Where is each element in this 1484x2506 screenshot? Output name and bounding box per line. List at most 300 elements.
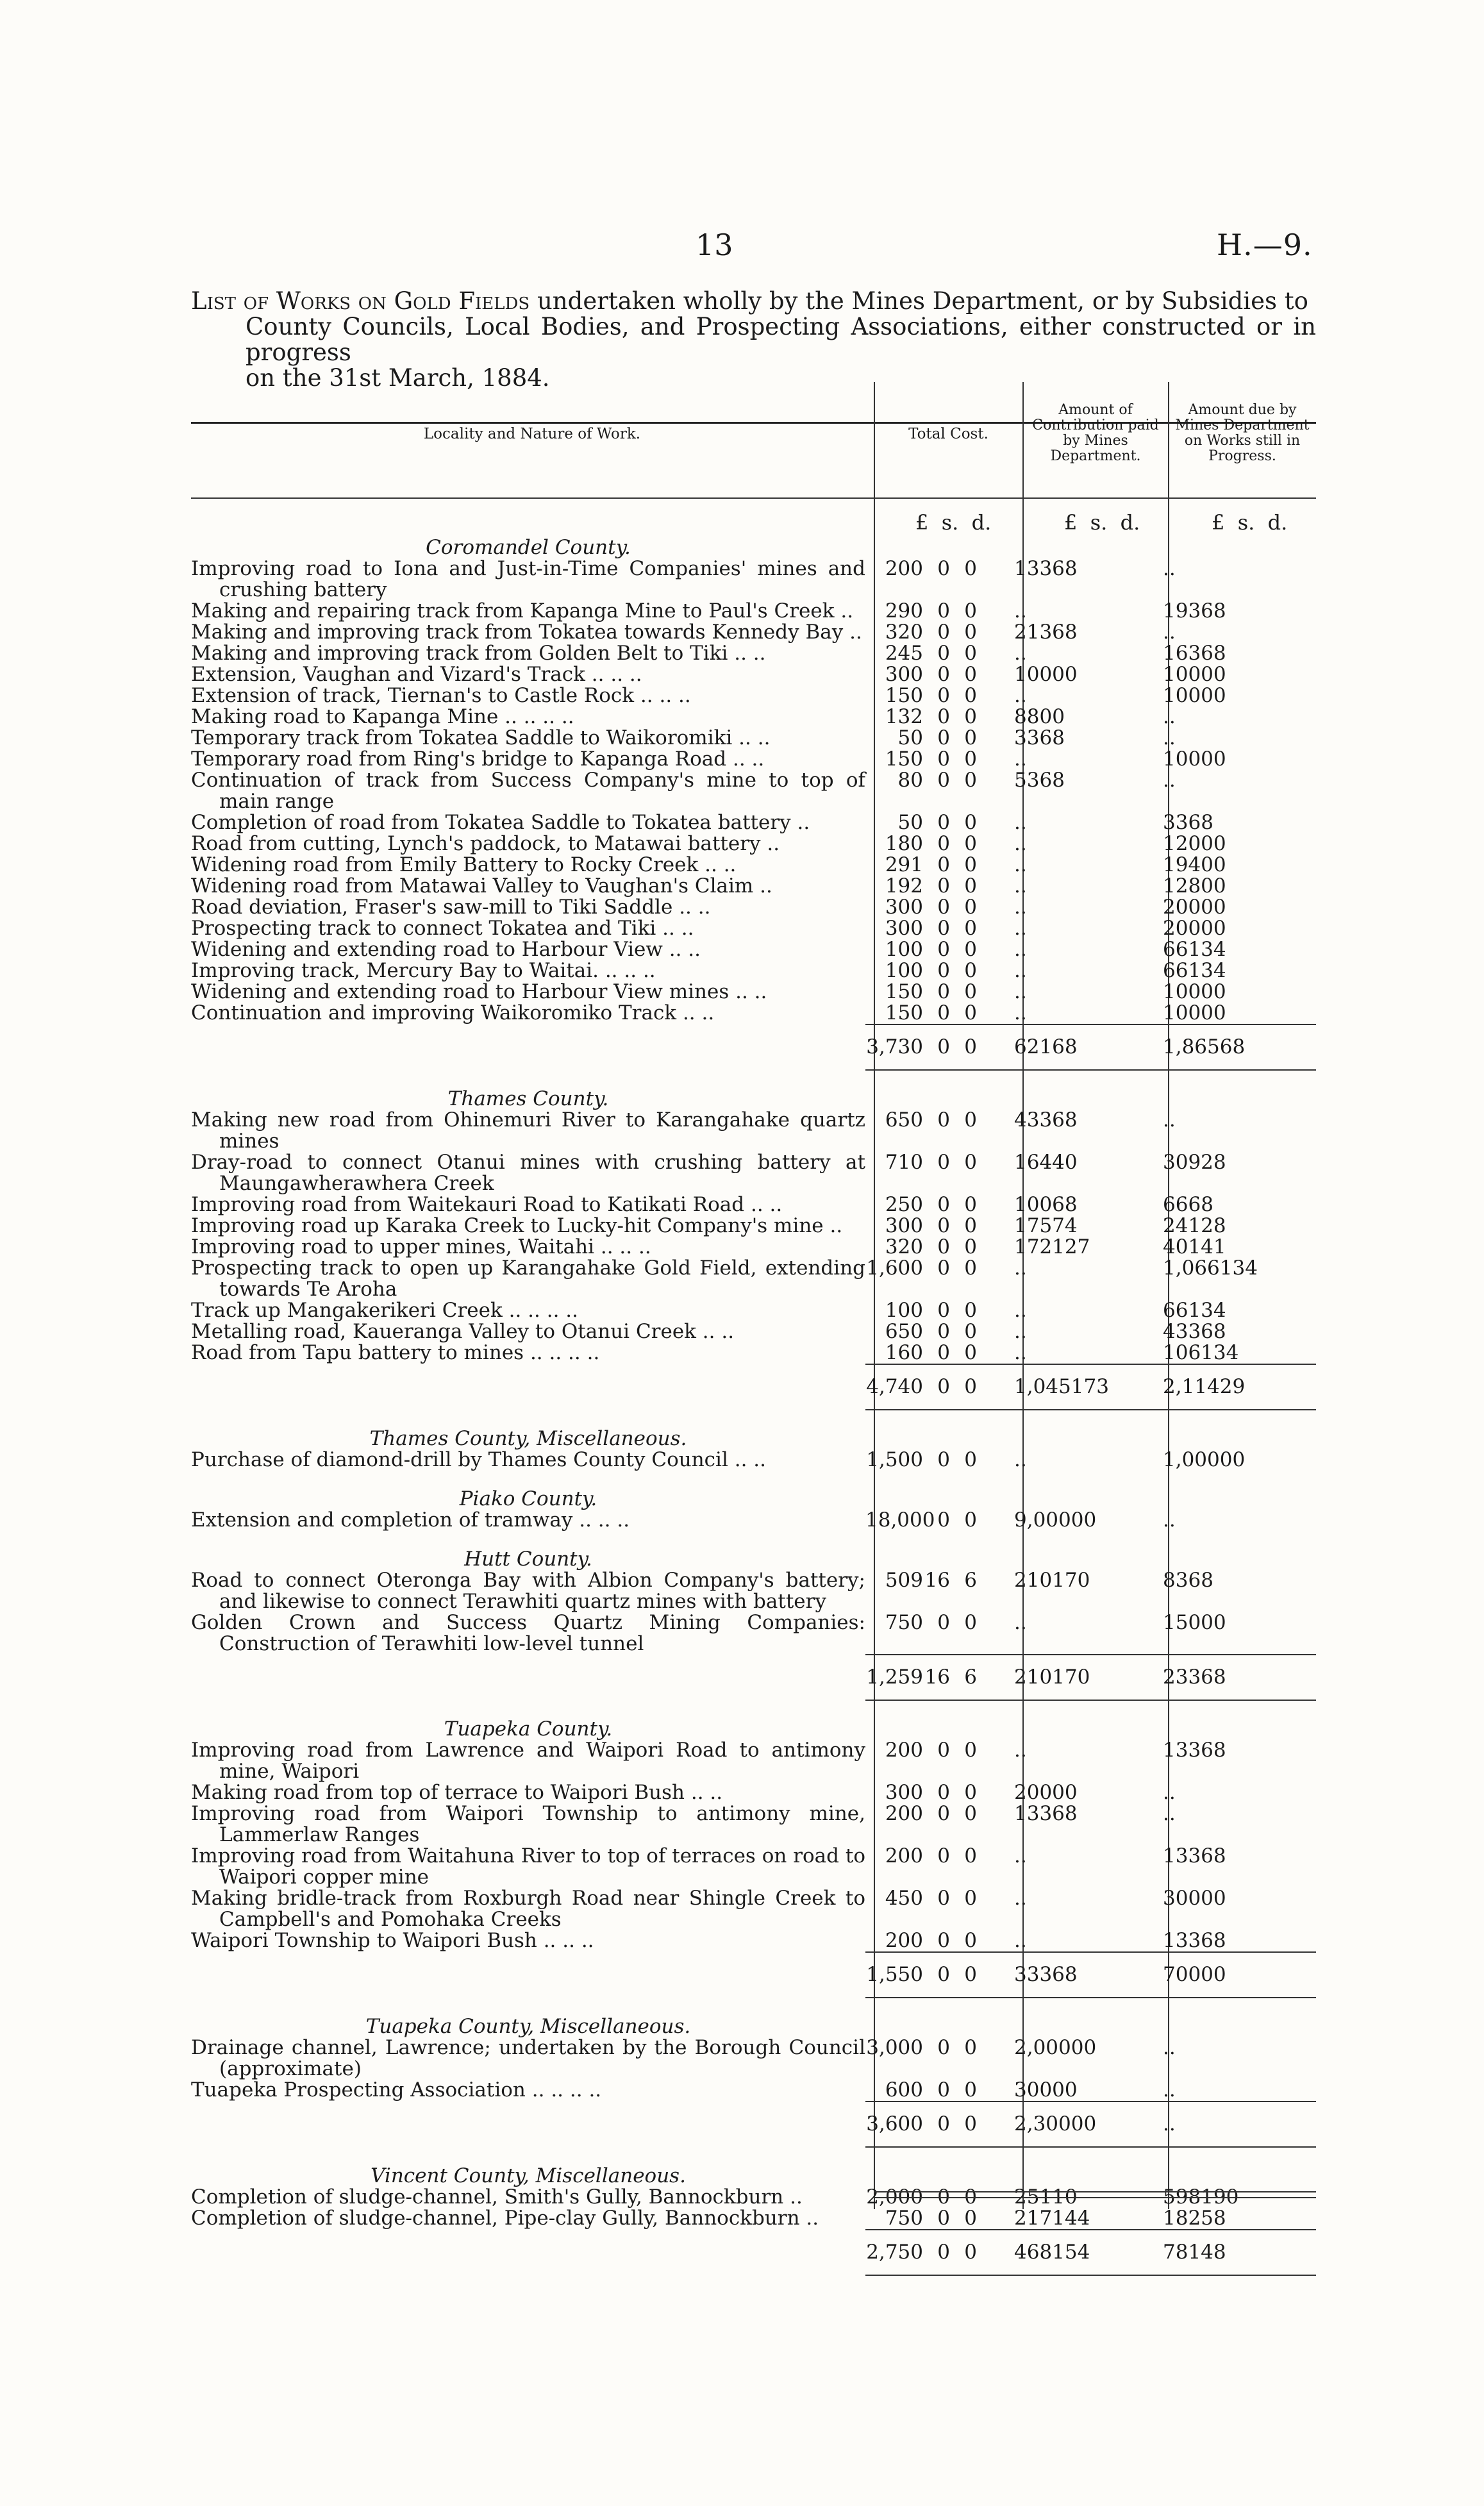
contribution-paid-lb: .. bbox=[1014, 1448, 1027, 1471]
total-cost bbox=[865, 1803, 1014, 1846]
contribution-paid-lb: 133 bbox=[1014, 1802, 1053, 1825]
work-description-text: Improving road to Iona and Just-in-Time Companies' mines and crushing battery bbox=[191, 557, 865, 601]
work-description-text: Purchase of diamond-drill by Thames County Council .. .. bbox=[191, 1448, 767, 1471]
total-cost bbox=[865, 939, 1014, 960]
work-description bbox=[191, 1321, 865, 1342]
contribution-paid-lb: 210 bbox=[1014, 1666, 1053, 1689]
total-cost-pe: 0 bbox=[964, 2112, 977, 2135]
total-cost-lb: 200 bbox=[885, 1929, 923, 1952]
total-cost-pe: 0 bbox=[964, 1035, 977, 1058]
total-cost-pe: 0 bbox=[964, 1611, 977, 1634]
spacer-row bbox=[191, 1410, 1316, 1427]
amount-due bbox=[1163, 1215, 1316, 1237]
total-cost-pe: 0 bbox=[964, 1375, 977, 1398]
total-cost bbox=[865, 876, 1014, 897]
amount-due-sh: 12 bbox=[1188, 1214, 1213, 1237]
work-description bbox=[191, 1782, 865, 1803]
work-row bbox=[191, 1612, 1316, 1655]
amount-due-lb: 24 bbox=[1163, 1214, 1188, 1237]
total-cost-pe: 0 bbox=[964, 1781, 977, 1804]
contribution-paid bbox=[1014, 1364, 1163, 1410]
work-row bbox=[191, 1321, 1316, 1342]
contribution-paid-sh: 0 bbox=[1071, 1508, 1084, 1532]
amount-due-pe: 8 bbox=[1213, 642, 1226, 665]
amount-due-pe: 0 bbox=[1213, 684, 1226, 707]
amount-due-lb: 133 bbox=[1163, 1929, 1201, 1952]
total-cost-sh: 0 bbox=[937, 1448, 950, 1471]
work-row bbox=[191, 1803, 1316, 1846]
work-row bbox=[191, 643, 1316, 664]
amount-due bbox=[1163, 1803, 1316, 1846]
total-cost-lb: 750 bbox=[885, 2207, 923, 2230]
total-cost-lb: 2,000 bbox=[866, 2185, 923, 2209]
contribution-paid-sh: 6 bbox=[1039, 769, 1053, 792]
county-name bbox=[191, 536, 865, 558]
total-cost-pe: 0 bbox=[964, 1257, 977, 1280]
contribution-paid-sh: 15 bbox=[1052, 2241, 1078, 2264]
amount-due-lb: 100 bbox=[1163, 684, 1201, 707]
contribution-paid bbox=[1014, 1930, 1163, 1952]
total-cost-pe: 0 bbox=[964, 959, 977, 982]
amount-due-lb: 66 bbox=[1163, 959, 1188, 982]
amount-due bbox=[1163, 833, 1316, 855]
total-cost bbox=[865, 812, 1014, 833]
amount-due-sh: 6 bbox=[1201, 1929, 1213, 1952]
county-heading-row bbox=[191, 1717, 1316, 1740]
contribution-paid-sh: 17 bbox=[1052, 1666, 1078, 1689]
amount-due bbox=[1163, 749, 1316, 770]
work-description bbox=[191, 770, 865, 812]
work-description-text: Extension and completion of tramway .. .. .. bbox=[191, 1508, 630, 1532]
contribution-paid-sh: 4 bbox=[1052, 1151, 1065, 1174]
total-cost-sh: 16 bbox=[924, 1666, 950, 1689]
amount-due bbox=[1163, 2208, 1316, 2230]
amount-due-sh: 0 bbox=[1201, 1611, 1213, 1634]
amount-due-sh: 13 bbox=[1201, 1341, 1226, 1364]
total-cost-lb: 192 bbox=[885, 874, 923, 898]
work-description bbox=[191, 685, 865, 706]
county-heading-row bbox=[191, 2015, 1316, 2037]
work-row bbox=[191, 1342, 1316, 1364]
contribution-paid-lb: .. bbox=[1014, 1887, 1027, 1910]
amount-due bbox=[1163, 1152, 1316, 1194]
work-description bbox=[191, 2230, 865, 2275]
contribution-paid-lb: .. bbox=[1014, 1844, 1027, 1867]
contribution-paid-lb: 217 bbox=[1014, 2207, 1053, 2230]
total-cost-pe: 0 bbox=[964, 917, 977, 940]
contribution-paid-sh: 6 bbox=[1052, 1035, 1065, 1058]
contribution-paid bbox=[1014, 643, 1163, 664]
work-row bbox=[191, 1152, 1316, 1194]
work-description bbox=[191, 2187, 865, 2208]
amount-due-pe: 8 bbox=[1213, 1929, 1226, 1952]
amount-due-lb: .. bbox=[1163, 2078, 1176, 2101]
contribution-paid bbox=[1014, 876, 1163, 897]
contribution-paid-sh: 6 bbox=[1052, 1802, 1065, 1825]
amount-due-pe: 0 bbox=[1213, 832, 1226, 855]
work-description-text: Completion of road from Tokatea Saddle to Tokatea battery .. bbox=[191, 811, 810, 834]
amount-due-lb: 194 bbox=[1163, 853, 1201, 876]
work-description bbox=[191, 833, 865, 855]
work-description-text: Extension of track, Tiernan's to Castle Rock .. .. .. bbox=[191, 684, 691, 707]
total-cost-pe: 0 bbox=[964, 1151, 977, 1174]
contribution-paid-pe: 0 bbox=[1052, 705, 1065, 728]
work-description bbox=[191, 1258, 865, 1300]
work-row bbox=[191, 2080, 1316, 2101]
contribution-paid-pe: 0 bbox=[1083, 1508, 1097, 1532]
contribution-paid-sh: 7 bbox=[1052, 1214, 1065, 1237]
total-cost-lb: 509 bbox=[885, 1569, 923, 1592]
contribution-paid-sh: 6 bbox=[1052, 621, 1065, 644]
work-row bbox=[191, 558, 1316, 601]
amount-due-sh: 19 bbox=[1201, 2185, 1226, 2209]
amount-due-lb: 309 bbox=[1163, 1151, 1201, 1174]
amount-due-pe: 8 bbox=[1213, 1151, 1226, 1174]
amount-due-lb: 182 bbox=[1163, 2207, 1201, 2230]
contribution-paid bbox=[1014, 601, 1163, 622]
amount-due-pe: 4 bbox=[1213, 959, 1226, 982]
work-description bbox=[191, 728, 865, 749]
amount-due bbox=[1163, 1194, 1316, 1215]
amount-due-lb: .. bbox=[1163, 726, 1176, 749]
work-row bbox=[191, 1003, 1316, 1024]
work-description-text: Making and improving track from Tokatea towards Kennedy Bay .. bbox=[191, 621, 862, 644]
total-cost-sh: 0 bbox=[937, 1214, 950, 1237]
work-description-text: Continuation and improving Waikoromiko Track .. .. bbox=[191, 1001, 715, 1024]
spacer-row bbox=[191, 1531, 1316, 1548]
total-cost-sh: 0 bbox=[937, 1001, 950, 1024]
total-cost-lb: 291 bbox=[885, 853, 923, 876]
total-cost-sh: 0 bbox=[937, 642, 950, 665]
contribution-paid bbox=[1014, 685, 1163, 706]
total-cost-pe: 0 bbox=[964, 874, 977, 898]
work-row bbox=[191, 855, 1316, 876]
amount-due bbox=[1163, 1110, 1316, 1152]
total-cost bbox=[865, 1364, 1014, 1410]
amount-due bbox=[1163, 1930, 1316, 1952]
work-row bbox=[191, 918, 1316, 939]
contribution-paid-lb: 175 bbox=[1014, 1214, 1053, 1237]
total-cost-lb: 50 bbox=[897, 811, 923, 834]
amount-due-sh: 6 bbox=[1219, 1035, 1233, 1058]
amount-due bbox=[1163, 1449, 1316, 1471]
amount-due bbox=[1163, 876, 1316, 897]
contribution-paid bbox=[1014, 833, 1163, 855]
contribution-paid-sh: 0 bbox=[1052, 1781, 1065, 1804]
amount-due-lb: 100 bbox=[1163, 1001, 1201, 1024]
contribution-paid-pe: 8 bbox=[1064, 1193, 1078, 1216]
county-heading-row bbox=[191, 2164, 1316, 2187]
work-description bbox=[191, 2080, 865, 2101]
amount-due-pe: 4 bbox=[1245, 1257, 1258, 1280]
work-row bbox=[191, 2037, 1316, 2080]
contribution-paid bbox=[1014, 706, 1163, 728]
amount-due-pe: 9 bbox=[1232, 1375, 1246, 1398]
work-row bbox=[191, 685, 1316, 706]
amount-due-sh: 6 bbox=[1188, 811, 1201, 834]
amount-due bbox=[1163, 558, 1316, 601]
amount-due-lb: 1,000 bbox=[1163, 1448, 1220, 1471]
page-number: 13 bbox=[696, 228, 733, 262]
total-cost-pe: 0 bbox=[964, 1508, 977, 1532]
contribution-paid bbox=[1014, 1846, 1163, 1888]
contribution-paid-lb: 100 bbox=[1014, 663, 1053, 686]
work-row bbox=[191, 1570, 1316, 1612]
contribution-paid-lb: .. bbox=[1014, 1320, 1027, 1343]
contribution-paid bbox=[1014, 1888, 1163, 1930]
total-cost-pe: 0 bbox=[964, 1214, 977, 1237]
total-cost bbox=[865, 1612, 1014, 1655]
amount-due-lb: .. bbox=[1163, 1508, 1176, 1532]
contribution-paid-lb: 251 bbox=[1014, 2185, 1053, 2209]
total-cost-lb: 1,550 bbox=[866, 1963, 923, 1986]
total-cost-sh: 0 bbox=[937, 726, 950, 749]
work-description-text: Temporary track from Tokatea Saddle to Waikoromiki .. .. bbox=[191, 726, 771, 749]
amount-due-lb: .. bbox=[1163, 705, 1176, 728]
contribution-paid bbox=[1014, 897, 1163, 918]
contribution-paid-lb: .. bbox=[1014, 832, 1027, 855]
total-row bbox=[191, 2101, 1316, 2147]
contribution-paid bbox=[1014, 2230, 1163, 2275]
amount-due-lb: .. bbox=[1163, 1802, 1176, 1825]
bottom-rule bbox=[874, 2191, 1316, 2198]
total-cost bbox=[865, 1237, 1014, 1258]
contribution-paid bbox=[1014, 1024, 1163, 1070]
work-description-text: Road from Tapu battery to mines .. .. .. .. bbox=[191, 1341, 600, 1364]
contribution-paid-lb: .. bbox=[1014, 684, 1027, 707]
amount-due-sh: 0 bbox=[1201, 1001, 1213, 1024]
total-cost-pe: 0 bbox=[964, 1802, 977, 1825]
total-cost-lb: 4,740 bbox=[866, 1375, 923, 1398]
contribution-paid-lb: 172 bbox=[1014, 1235, 1053, 1258]
work-row bbox=[191, 1888, 1316, 1930]
amount-due-pe: 8 bbox=[1213, 2207, 1226, 2230]
contribution-paid bbox=[1014, 664, 1163, 685]
contribution-paid-pe: 8 bbox=[1052, 769, 1065, 792]
total-cost-sh: 0 bbox=[937, 1193, 950, 1216]
work-row bbox=[191, 2208, 1316, 2230]
work-description-text: Metalling road, Kaueranga Valley to Otanui Creek .. .. bbox=[191, 1320, 735, 1343]
amount-due bbox=[1163, 1510, 1316, 1531]
total-cost bbox=[865, 643, 1014, 664]
amount-due-sh: 0 bbox=[1201, 832, 1213, 855]
total-cost-pe: 0 bbox=[964, 705, 977, 728]
contribution-paid-pe: 8 bbox=[1064, 1035, 1078, 1058]
total-cost-pe: 0 bbox=[964, 1001, 977, 1024]
contribution-paid-sh: 14 bbox=[1052, 2207, 1078, 2230]
contribution-paid bbox=[1014, 1194, 1163, 1215]
amount-due-lb: 66 bbox=[1163, 938, 1188, 961]
contribution-paid-lb: 213 bbox=[1014, 621, 1053, 644]
contribution-paid-pe: 8 bbox=[1064, 1802, 1078, 1825]
contribution-paid bbox=[1014, 770, 1163, 812]
amount-due-lb: 150 bbox=[1163, 1611, 1201, 1634]
amount-due-pe: 0 bbox=[1213, 1887, 1226, 1910]
county-name-text: Tuapeka County. bbox=[444, 1717, 613, 1741]
county-name bbox=[191, 2164, 865, 2187]
total-cost bbox=[865, 897, 1014, 918]
county-name-text: Thames County, Miscellaneous. bbox=[369, 1427, 687, 1450]
amount-due-lb: 100 bbox=[1163, 663, 1201, 686]
amount-due-sh: 5 bbox=[1201, 2207, 1213, 2230]
total-cost-pe: 0 bbox=[964, 2207, 977, 2230]
work-description-text: Tuapeka Prospecting Association .. .. .. .. bbox=[191, 2078, 602, 2101]
total-cost bbox=[865, 2037, 1014, 2080]
amount-due-sh: 13 bbox=[1219, 1257, 1246, 1280]
total-cost bbox=[865, 1930, 1014, 1952]
contribution-paid bbox=[1014, 1782, 1163, 1803]
total-cost-sh: 0 bbox=[937, 2078, 950, 2101]
total-cost-lb: 3,000 bbox=[866, 2036, 923, 2059]
total-cost-sh: 0 bbox=[937, 557, 950, 580]
amount-due-sh: 6 bbox=[1188, 1193, 1201, 1216]
contribution-paid bbox=[1014, 622, 1163, 643]
total-cost-sh: 0 bbox=[937, 853, 950, 876]
amount-due bbox=[1163, 2230, 1316, 2275]
amount-due-sh: 0 bbox=[1201, 1963, 1213, 1986]
work-row bbox=[191, 1782, 1316, 1803]
total-cost-sh: 0 bbox=[937, 705, 950, 728]
contribution-paid-lb: .. bbox=[1014, 599, 1027, 622]
contribution-paid bbox=[1014, 1300, 1163, 1321]
contribution-paid-sh: 6 bbox=[1052, 1963, 1065, 1986]
amount-due-lb: 83 bbox=[1163, 1569, 1188, 1592]
amount-due bbox=[1163, 960, 1316, 982]
spacer-row bbox=[191, 1070, 1316, 1087]
work-description bbox=[191, 558, 865, 601]
work-description bbox=[191, 2101, 865, 2147]
work-description-text: Road deviation, Fraser's saw-mill to Tiki Saddle .. .. bbox=[191, 896, 711, 919]
total-cost bbox=[865, 1846, 1014, 1888]
work-description bbox=[191, 1003, 865, 1024]
amount-due-lb: 66 bbox=[1163, 1193, 1188, 1216]
total-cost-lb: 300 bbox=[885, 917, 923, 940]
amount-due-sh: 0 bbox=[1201, 853, 1213, 876]
contribution-paid-lb: 433 bbox=[1014, 1108, 1053, 1132]
amount-due-pe: 8 bbox=[1213, 599, 1226, 622]
contribution-paid-lb: .. bbox=[1014, 980, 1027, 1003]
contribution-paid-lb: 300 bbox=[1014, 2078, 1053, 2101]
contribution-paid-lb: 100 bbox=[1014, 1193, 1053, 1216]
contribution-paid-lb: 1,045 bbox=[1014, 1375, 1071, 1398]
amount-due bbox=[1163, 706, 1316, 728]
amount-due-sh: 0 bbox=[1219, 1448, 1233, 1471]
amount-due bbox=[1163, 728, 1316, 749]
total-cost-pe: 0 bbox=[964, 2036, 977, 2059]
work-description bbox=[191, 812, 865, 833]
total-cost-pe: 0 bbox=[964, 726, 977, 749]
amount-due-sh: 2 bbox=[1219, 1375, 1233, 1398]
amount-due bbox=[1163, 2080, 1316, 2101]
total-cost bbox=[865, 1024, 1014, 1070]
contribution-paid-lb: 210 bbox=[1014, 1569, 1053, 1592]
county-name-text: Piako County. bbox=[459, 1487, 597, 1510]
contribution-paid bbox=[1014, 1570, 1163, 1612]
work-row bbox=[191, 749, 1316, 770]
contribution-paid-lb: .. bbox=[1014, 1257, 1027, 1280]
work-description bbox=[191, 876, 865, 897]
total-cost bbox=[865, 1740, 1014, 1782]
total-cost-lb: 3,730 bbox=[866, 1035, 923, 1058]
contribution-paid-lb: .. bbox=[1014, 1341, 1027, 1364]
contribution-paid-sh: 17 bbox=[1052, 1569, 1078, 1592]
work-row bbox=[191, 876, 1316, 897]
contribution-paid bbox=[1014, 1003, 1163, 1024]
contribution-paid-lb: .. bbox=[1014, 642, 1027, 665]
amount-due bbox=[1163, 1258, 1316, 1300]
contribution-paid-pe: 8 bbox=[1064, 557, 1078, 580]
amount-due-sh: 0 bbox=[1201, 980, 1213, 1003]
work-description bbox=[191, 1215, 865, 1237]
contribution-paid-sh: 6 bbox=[1039, 726, 1053, 749]
contribution-paid bbox=[1014, 2037, 1163, 2080]
total-cost-sh: 16 bbox=[924, 1569, 950, 1592]
total-cost-pe: 6 bbox=[964, 1569, 977, 1592]
amount-due-pe: 8 bbox=[1213, 1739, 1226, 1762]
contribution-paid-pe: 0 bbox=[1083, 2112, 1097, 2135]
total-cost-sh: 0 bbox=[937, 1320, 950, 1343]
work-description-text: Making and improving track from Golden Belt to Tiki .. .. bbox=[191, 642, 766, 665]
amount-due bbox=[1163, 855, 1316, 876]
amount-due-sh: 6 bbox=[1201, 642, 1213, 665]
total-cost-pe: 0 bbox=[964, 1193, 977, 1216]
total-cost-pe: 6 bbox=[964, 1666, 977, 1689]
total-cost bbox=[865, 1110, 1014, 1152]
work-description-text: Temporary road from Ring's bridge to Kapanga Road .. .. bbox=[191, 748, 765, 771]
contribution-paid-pe: 0 bbox=[1083, 2036, 1097, 2059]
total-cost-sh: 0 bbox=[937, 684, 950, 707]
total-cost bbox=[865, 664, 1014, 685]
amount-due-lb: 100 bbox=[1163, 748, 1201, 771]
contribution-paid-pe: 0 bbox=[1064, 663, 1078, 686]
total-cost-lb: 50 bbox=[897, 726, 923, 749]
total-cost-sh: 0 bbox=[937, 1035, 950, 1058]
amount-due bbox=[1163, 897, 1316, 918]
amount-due-pe: 8 bbox=[1201, 1569, 1213, 1592]
contribution-paid-lb: .. bbox=[1014, 1001, 1027, 1024]
amount-due bbox=[1163, 1237, 1316, 1258]
contribution-paid-lb: .. bbox=[1014, 938, 1027, 961]
contribution-paid-sh: 17 bbox=[1071, 1375, 1097, 1398]
amount-due-lb: 128 bbox=[1163, 874, 1201, 898]
total-cost-lb: 2,750 bbox=[866, 2241, 923, 2264]
header-rule bbox=[191, 497, 1316, 499]
amount-due bbox=[1163, 1888, 1316, 1930]
total-row bbox=[191, 1952, 1316, 1998]
contribution-paid bbox=[1014, 960, 1163, 982]
total-cost-pe: 0 bbox=[964, 1299, 977, 1322]
amount-due-lb: 163 bbox=[1163, 642, 1201, 665]
work-description-text: Drainage channel, Lawrence; undertaken by the Borough Council (approximate) bbox=[191, 2036, 865, 2080]
amount-due-lb: 2,114 bbox=[1163, 1375, 1220, 1398]
amount-due-lb: 1,066 bbox=[1163, 1257, 1220, 1280]
total-cost-sh: 0 bbox=[937, 811, 950, 834]
total-cost-lb: 250 bbox=[885, 1193, 923, 1216]
total-cost-sh: 0 bbox=[937, 663, 950, 686]
amount-due bbox=[1163, 685, 1316, 706]
total-cost bbox=[865, 1194, 1014, 1215]
contribution-paid-lb: .. bbox=[1014, 748, 1027, 771]
amount-due-lb: 40 bbox=[1163, 1235, 1188, 1258]
contribution-paid-lb: 53 bbox=[1014, 769, 1040, 792]
total-cost-lb: 600 bbox=[885, 2078, 923, 2101]
total-cost bbox=[865, 558, 1014, 601]
amount-due-sh: 0 bbox=[1201, 684, 1213, 707]
work-row bbox=[191, 812, 1316, 833]
document-reference: H.—9. bbox=[1217, 228, 1313, 262]
work-description bbox=[191, 1612, 865, 1655]
total-cost-sh: 0 bbox=[937, 896, 950, 919]
